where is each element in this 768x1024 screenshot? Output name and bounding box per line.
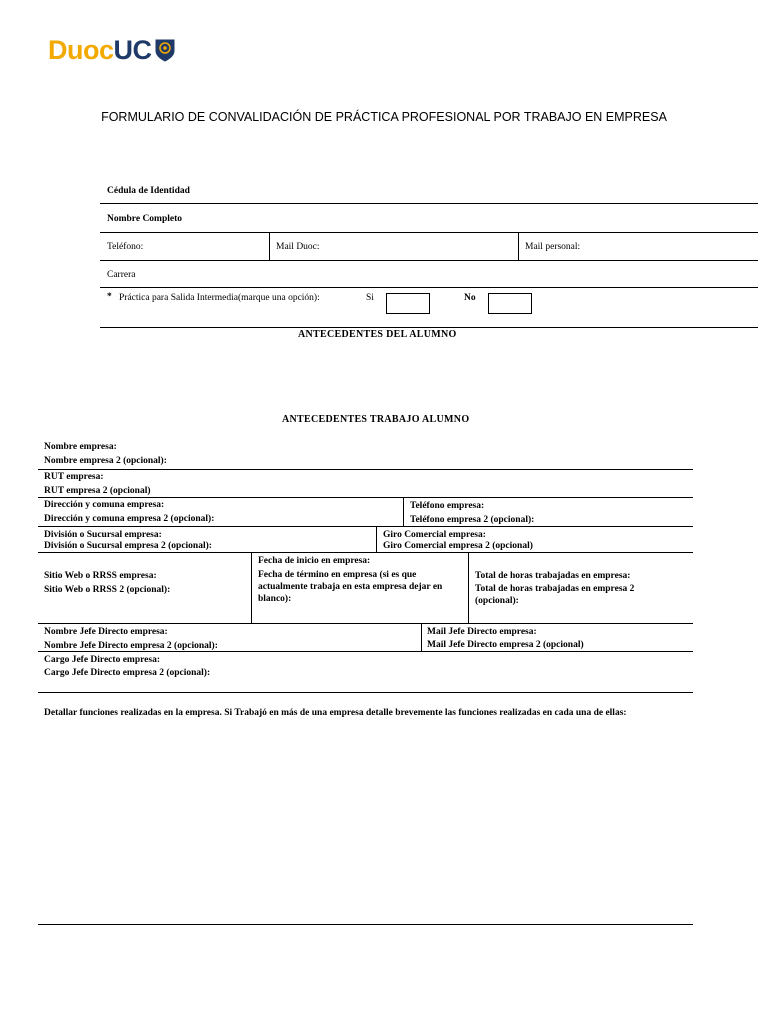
- section-antecedentes-alumno: ANTECEDENTES DEL ALUMNO: [298, 329, 457, 340]
- fecha-termino-label: Fecha de término en empresa (si es que actualmente trabaja en esta empresa dejar en blanco):: [258, 570, 443, 604]
- no-checkbox[interactable]: [488, 293, 532, 314]
- mail-personal-label: Mail personal:: [525, 242, 581, 252]
- giro2-label: Giro Comercial empresa 2 (opcional): [383, 541, 533, 551]
- jefe-nombre-label: Nombre Jefe Directo empresa:: [44, 627, 168, 637]
- cell-divider: [421, 623, 422, 651]
- division-label: División o Sucursal empresa:: [44, 530, 162, 540]
- funciones-textarea[interactable]: [38, 722, 693, 922]
- jefe-mail2-label: Mail Jefe Directo empresa 2 (opcional): [427, 640, 584, 650]
- cell-divider: [518, 232, 519, 260]
- telefono-label: Teléfono:: [107, 242, 144, 252]
- row-divider: [100, 232, 758, 233]
- nombre-empresa2-label: Nombre empresa 2 (opcional):: [44, 456, 167, 466]
- jefe-mail-label: Mail Jefe Directo empresa:: [427, 627, 537, 637]
- bottom-divider: [38, 924, 693, 925]
- cell-divider: [251, 552, 252, 623]
- carrera-label: Carrera: [107, 270, 136, 280]
- funciones-label: Detallar funciones realizadas en la empresa. Si Trabajó en más de una empresa detalle brevemente las funciones realizadas en cada una de ellas:: [44, 708, 627, 718]
- division2-label: División o Sucursal empresa 2 (opcional):: [44, 541, 212, 551]
- row-divider: [38, 469, 693, 470]
- cell-divider: [403, 497, 404, 526]
- cell-divider: [269, 232, 270, 260]
- row-divider: [100, 327, 758, 328]
- telefono-empresa2-label: Teléfono empresa 2 (opcional):: [410, 515, 535, 525]
- horas-label: Total de horas trabajadas en empresa:: [475, 571, 631, 581]
- rut-label: RUT empresa:: [44, 472, 104, 482]
- giro-label: Giro Comercial empresa:: [383, 530, 486, 540]
- row-divider: [100, 260, 758, 261]
- nombre-completo-label: Nombre Completo: [107, 214, 183, 224]
- cedula-label: Cédula de Identidad: [107, 186, 190, 196]
- section-antecedentes-trabajo: ANTECEDENTES TRABAJO ALUMNO: [282, 414, 470, 425]
- cell-divider: [468, 552, 469, 623]
- asterisk: *: [107, 292, 112, 302]
- row-divider: [100, 287, 758, 288]
- no-label: No: [464, 293, 476, 303]
- jefe-nombre2-label: Nombre Jefe Directo empresa 2 (opcional):: [44, 641, 218, 651]
- nombre-empresa-label: Nombre empresa:: [44, 442, 117, 452]
- row-divider: [100, 203, 758, 204]
- sitio-web2-label: Sitio Web o RRSS 2 (opcional):: [44, 585, 171, 595]
- row-divider: [38, 497, 693, 498]
- row-divider: [38, 526, 693, 527]
- sitio-web-label: Sitio Web o RRSS empresa:: [44, 571, 157, 581]
- row-divider: [38, 623, 693, 624]
- si-checkbox[interactable]: [386, 293, 430, 314]
- salida-intermedia-label: Práctica para Salida Intermedia(marque una opción):: [119, 293, 320, 303]
- mail-duoc-label: Mail Duoc:: [276, 242, 320, 252]
- direccion-label: Dirección y comuna empresa:: [44, 500, 165, 510]
- direccion2-label: Dirección y comuna empresa 2 (opcional):: [44, 514, 215, 524]
- cell-divider: [376, 526, 377, 552]
- cargo2-label: Cargo Jefe Directo empresa 2 (opcional):: [44, 668, 211, 678]
- rut2-label: RUT empresa 2 (opcional): [44, 486, 151, 496]
- fecha-inicio-label: Fecha de inicio en empresa:: [258, 556, 371, 566]
- row-divider: [38, 552, 693, 553]
- horas2-label: Total de horas trabajadas en empresa 2 (opcional):: [475, 584, 635, 606]
- page-title: FORMULARIO DE CONVALIDACIÓN DE PRÁCTICA PROFESIONAL POR TRABAJO EN EMPRESA: [101, 110, 667, 124]
- duoc-uc-logo: [48, 30, 176, 70]
- row-divider: [38, 651, 693, 652]
- si-label: Si: [366, 293, 374, 303]
- row-divider: [38, 692, 693, 693]
- logo-text-duoc: Duoc: [48, 34, 114, 65]
- crest-icon: [154, 37, 176, 63]
- telefono-empresa-label: Teléfono empresa:: [410, 501, 485, 511]
- cargo-label: Cargo Jefe Directo empresa:: [44, 655, 160, 665]
- logo-text-uc: UC: [113, 34, 152, 65]
